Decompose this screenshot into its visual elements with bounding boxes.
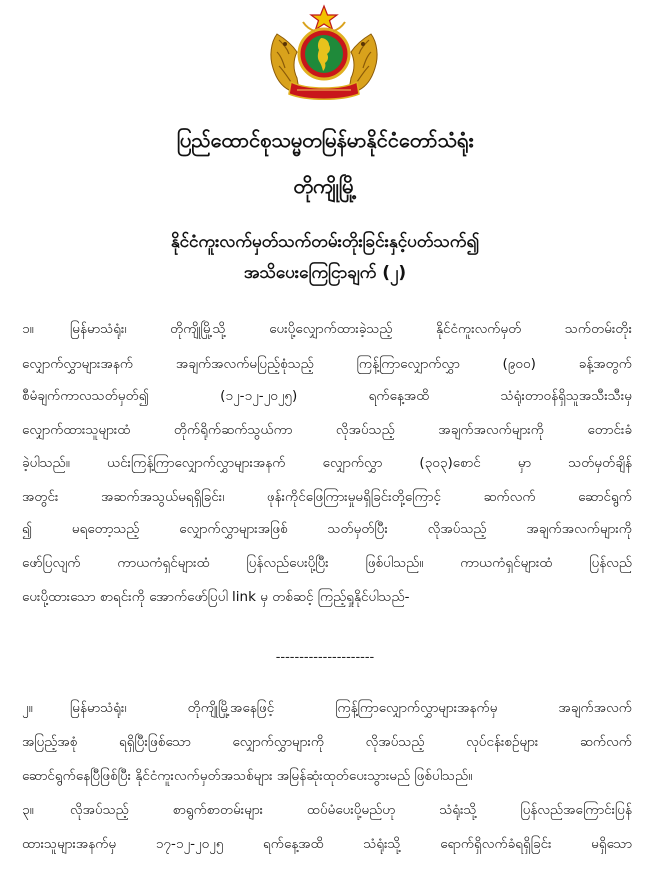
paragraph-number: ၃။ — [22, 802, 34, 818]
paragraph-1-line: လျှောက်လွှာများအနက် အချက်အလက်မပြည့်စုံသည့် ကြန့်ကြာလျှောက်လွှာ (၉၀၀) ခန့်အတွက် — [22, 356, 632, 372]
paragraph-2-line: ဆောင်ရွက်နေပြီဖြစ်ပြီး နိုင်ငံကူးလက်မှတ်အသစ်များ အမြန်ဆုံးထုတ်ပေးသွားမည် ဖြစ်ပါသည်။ — [22, 768, 473, 784]
embassy-title: ပြည်ထောင်စုသမ္မတမြန်မာနိုင်ငံတော်သံရုံး — [176, 128, 474, 152]
paragraph-3-line — [22, 800, 632, 820]
paragraph-2-line: အပြည့်အစုံ ရရှိပြီးဖြစ်သော လျှောက်လွှာများကို လိုအပ်သည့် လုပ်ငန်းစဉ်များ ဆက်လက် — [22, 734, 632, 750]
paragraph-text: လိုအပ်သည့် စာရွက်စာတမ်းများ ထပ်မံပေးပို့မည်ဟု သံရုံးသို့ ပြန်လည်အကြောင်းပြန် — [70, 802, 632, 818]
notice-number: အသိပေးကြေငြာချက် (၂) — [243, 263, 407, 283]
state-seal-icon — [263, 4, 385, 104]
state-seal-emblem — [263, 4, 385, 104]
paragraph-1-line: စီမံချက်ကာလသတ်မှတ်၍ (၁၂-၁၂-၂၀၂၅) ရက်နေ့အထိ သံရုံးတာဝန်ရှိသူအသီးသီးမှ — [22, 388, 632, 404]
section-divider: --------------------- — [275, 650, 375, 665]
paragraph-1-line: ပေးပို့ထားသော စာရင်းကို အောက်ဖော်ပြပါ link မှ တစ်ဆင့် ကြည့်ရှုနိုင်ပါသည်- — [22, 589, 410, 605]
paragraph-number: ၁။ — [22, 321, 34, 337]
paragraph-number: ၂။ — [22, 700, 33, 716]
paragraph-1-line: ခဲ့ပါသည်။ ယင်းကြန့်ကြာလျှောက်လွှာများအနက် လျှောက်လွှာ (၃၀၃)စောင် မှာ သတ်မှတ်ချိန် — [22, 455, 632, 471]
paragraph-1-line — [22, 319, 632, 339]
paragraph-1-line: အတွင်း အဆက်အသွယ်မရရှိခြင်း၊ ဖုန်းကိုင်ဖြေကြားမှုမရှိခြင်းတို့ကြောင့် ဆက်လက် ဆောင်ရွက် — [22, 489, 632, 505]
notice-subject: နိုင်ငံကူးလက်မှတ်သက်တမ်းတိုးခြင်းနှင့်ပတ်သက်၍ — [170, 232, 480, 252]
paragraph-2-line — [22, 698, 632, 718]
paragraph-1-line: ဖော်ပြလျက် ကာယကံရှင်များထံ ပြန်လည်ပေးပို့ပြီး ဖြစ်ပါသည်။ ကာယကံရှင်များထံ ပြန်လည် — [22, 555, 632, 571]
paragraph-1-line: ၍ မရတော့သည့် လျှောက်လွှာများအဖြစ် သတ်မှတ်ပြီး လိုအပ်သည့် အချက်အလက်များကို — [22, 521, 632, 537]
paragraph-text: မြန်မာသံရုံး၊ တိုကျိုမြို့သို့ ပေးပို့လျှောက်ထားခဲ့သည့် နိုင်ငံကူးလက်မှတ် သက်တမ်းတိုး — [70, 321, 632, 337]
paragraph-3-line: ထားသူများအနက်မှ ၁၇-၁၂-၂၀၂၅ ရက်နေ့အထိ သံရုံးသို့ ရောက်ရှိလက်ခံရရှိခြင်း မရှိသော — [22, 836, 632, 852]
paragraph-1-line: လျှောက်ထားသူများထံ တိုက်ရိုက်ဆက်သွယ်ကာ လိုအပ်သည့် အချက်အလက်များကို တောင်းခံ — [22, 422, 632, 438]
paragraph-text: မြန်မာသံရုံး၊ တိုကျိုမြို့အနေဖြင့် ကြန့်ကြာလျှောက်လွှာများအနက်မှ အချက်အလက် — [70, 700, 632, 716]
city-title: တိုကျိုမြို့ — [293, 174, 357, 198]
